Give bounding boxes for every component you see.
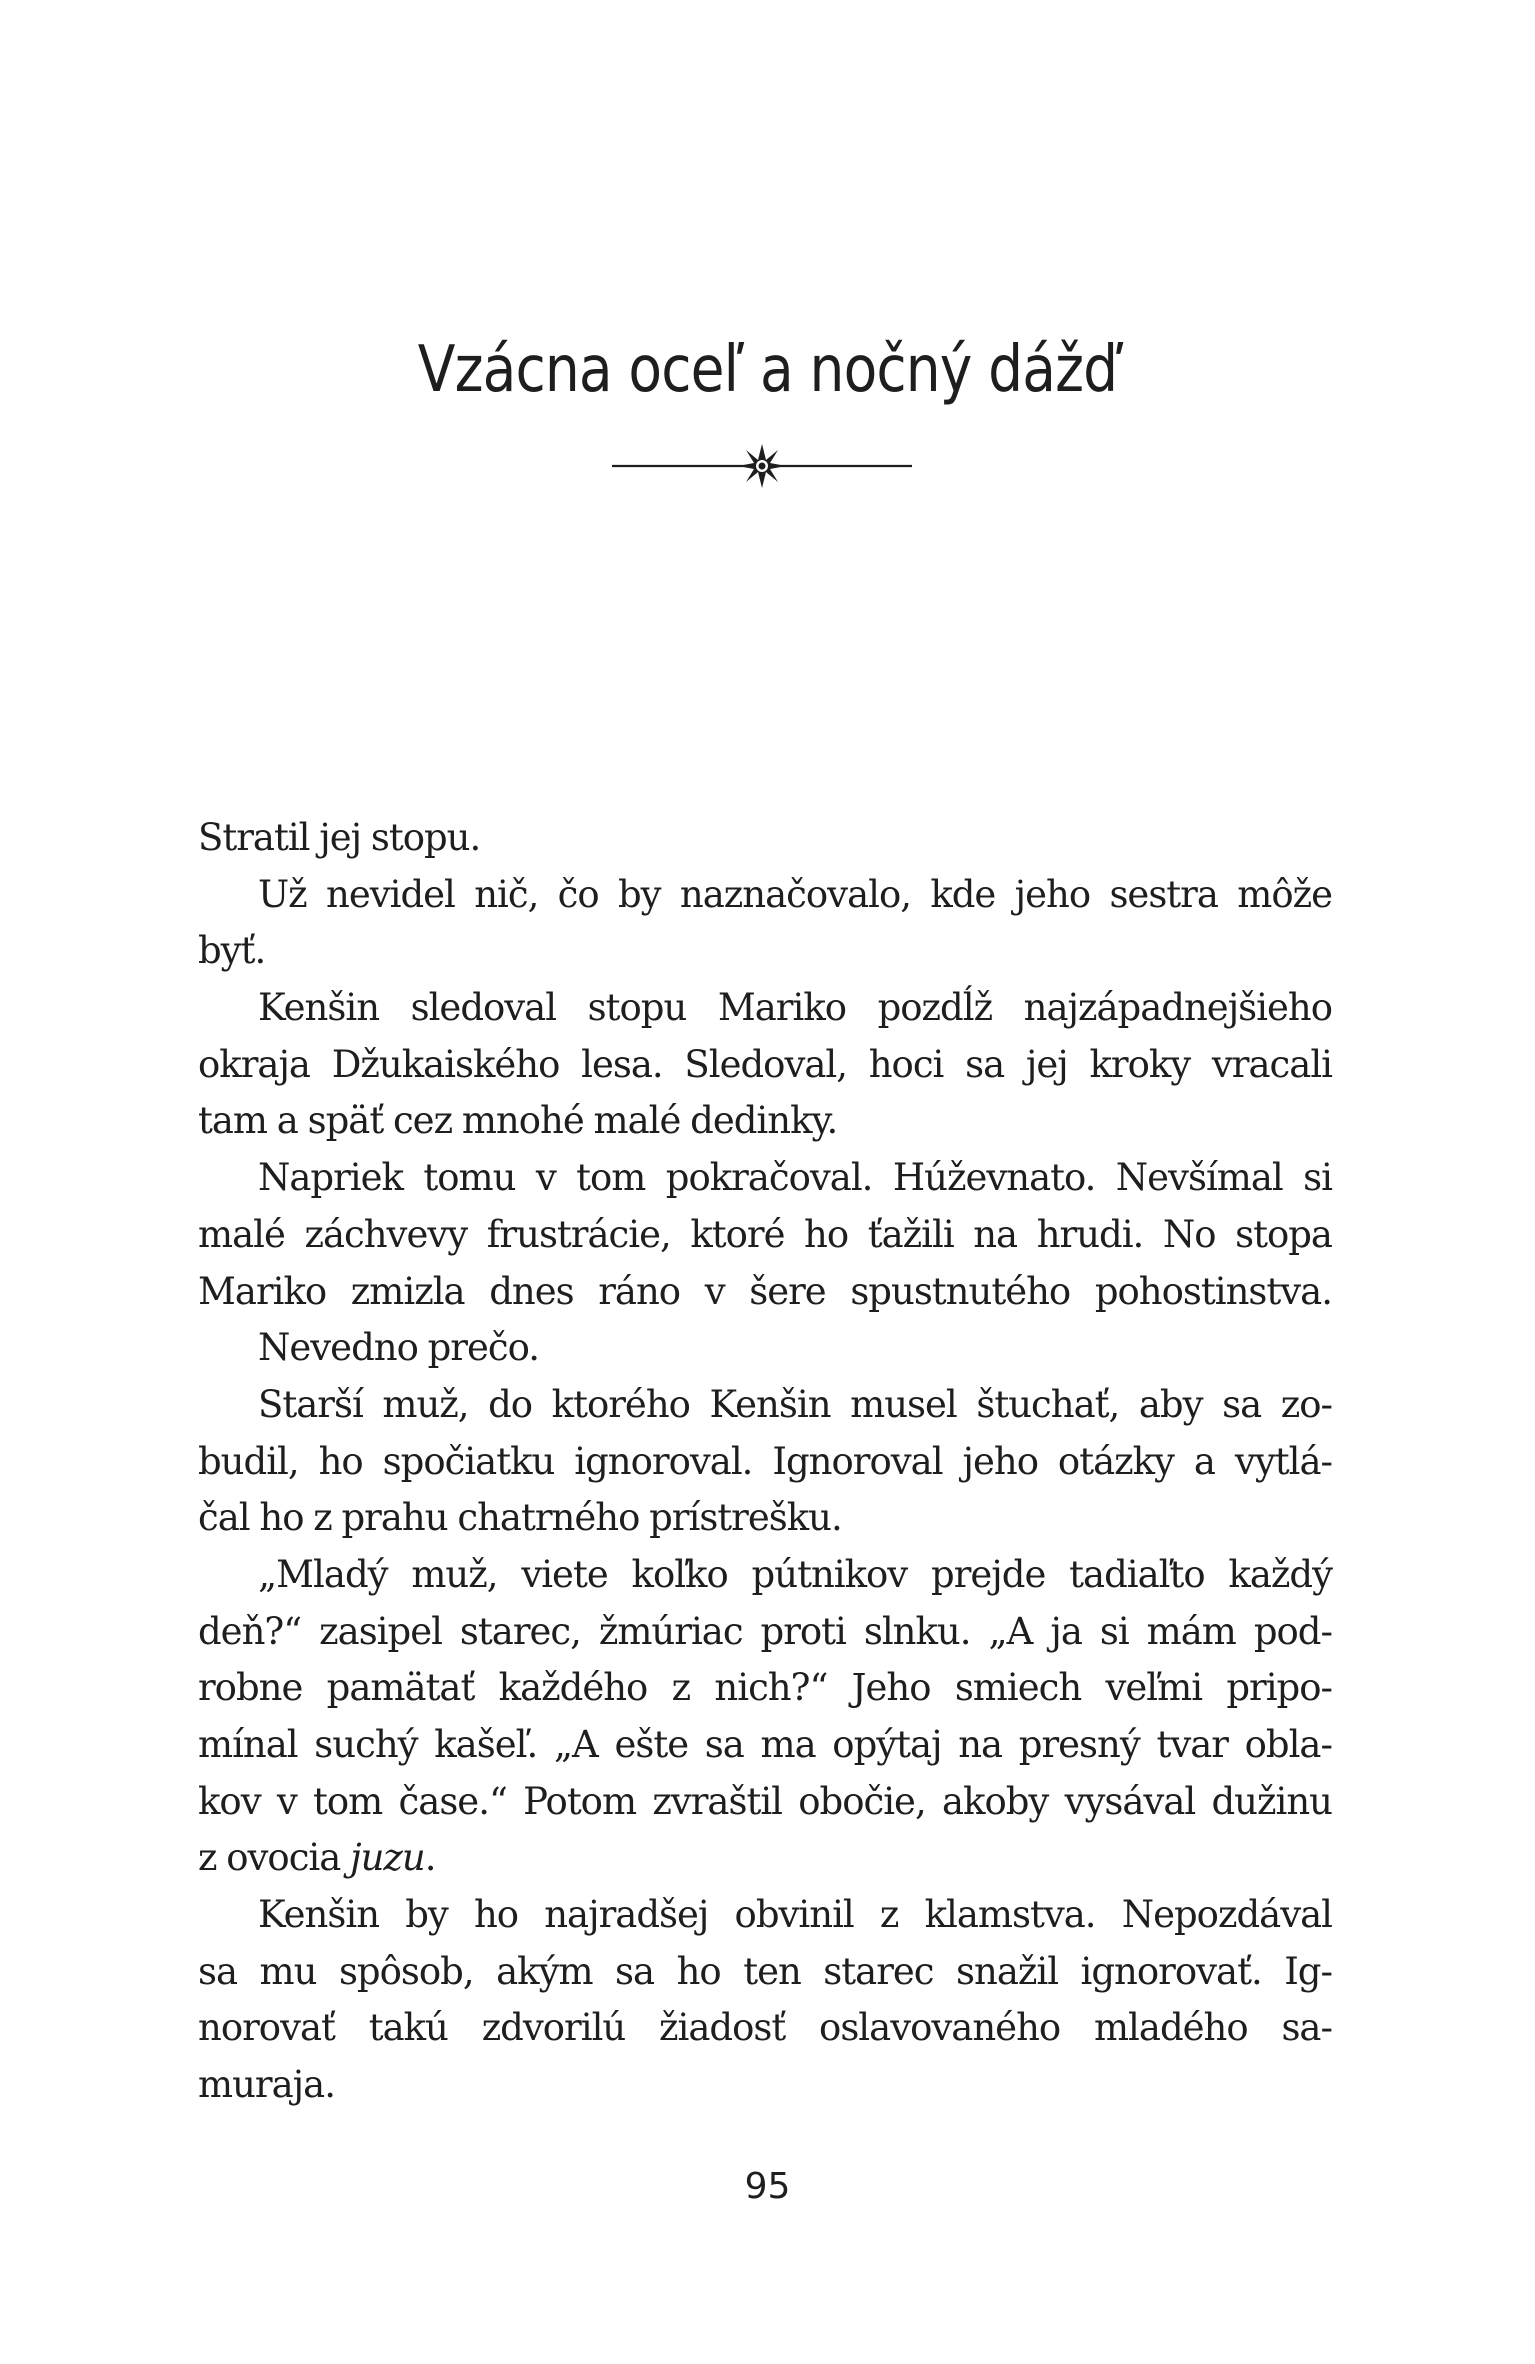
text-line: Mariko zmizla dnes ráno v šere spustnutého pohostinstva. <box>198 1269 1332 1313</box>
star-ornament-icon <box>612 436 912 496</box>
text-line-end: . <box>424 1836 436 1880</box>
page-number: 95 <box>744 2166 791 2207</box>
text-line: robne pamätať každého z nich?“ Jeho smiech veľmi pripo- <box>198 1666 1332 1710</box>
text-line: Kenšin sledoval stopu Mariko pozdĺž najzápadnejšieho <box>258 986 1332 1030</box>
text-line: Už nevidel nič, čo by naznačovalo, kde jeho sestra môže <box>258 872 1332 916</box>
chapter-body <box>198 810 1332 2114</box>
text-line: Stratil jej stopu. <box>198 816 481 859</box>
text-line: byť. <box>198 929 266 973</box>
text-line: tam a späť cez mnohé malé dedinky. <box>198 1099 838 1143</box>
text-line: čal ho z prahu chatrného prístrešku. <box>198 1496 842 1540</box>
text-line: Nevedno prečo. <box>258 1326 539 1370</box>
text-line-start: z ovocia <box>198 1836 351 1880</box>
text-line: norovať takú zdvorilú žiadosť oslavovaného mladého sa- <box>198 2006 1332 2050</box>
text-line: mínal suchý kašeľ. „A ešte sa ma opýtaj na presný tvar obla- <box>198 1723 1332 1766</box>
text-line: okraja Džukaiského lesa. Sledoval, hoci sa jej kroky vracali <box>198 1042 1332 1086</box>
text-line: „Mladý muž, viete koľko pútnikov prejde tadiaľto každý <box>258 1552 1332 1596</box>
text-line <box>198 1830 1332 1887</box>
text-line: budil, ho spočiatku ignoroval. Ignoroval jeho otázky a vytlá- <box>198 1439 1332 1483</box>
text-line: muraja. <box>198 2063 335 2107</box>
text-line: Kenšin by ho najradšej obvinil z klamstva. Nepozdával <box>258 1893 1332 1937</box>
text-line: Starší muž, do ktorého Kenšin musel štuchať, aby sa zo- <box>258 1382 1332 1426</box>
text-line: deň?“ zasipel starec, žmúriac proti slnku. „A ja si mám pod- <box>198 1609 1332 1653</box>
text-line: sa mu spôsob, akým sa ho ten starec snažil ignorovať. Ig- <box>198 1949 1332 1993</box>
italic-word: juzu <box>350 1836 425 1880</box>
text-line: malé záchvevy frustrácie, ktoré ho ťažili na hrudi. No stopa <box>198 1212 1332 1256</box>
text-line: kov v tom čase.“ Potom zvraštil obočie, akoby vysával dužinu <box>198 1779 1332 1823</box>
text-line: Napriek tomu v tom pokračoval. Húževnato. Nevšímal si <box>258 1156 1332 1200</box>
chapter-title: Vzácna oceľ a nočný dážď <box>417 333 1118 407</box>
